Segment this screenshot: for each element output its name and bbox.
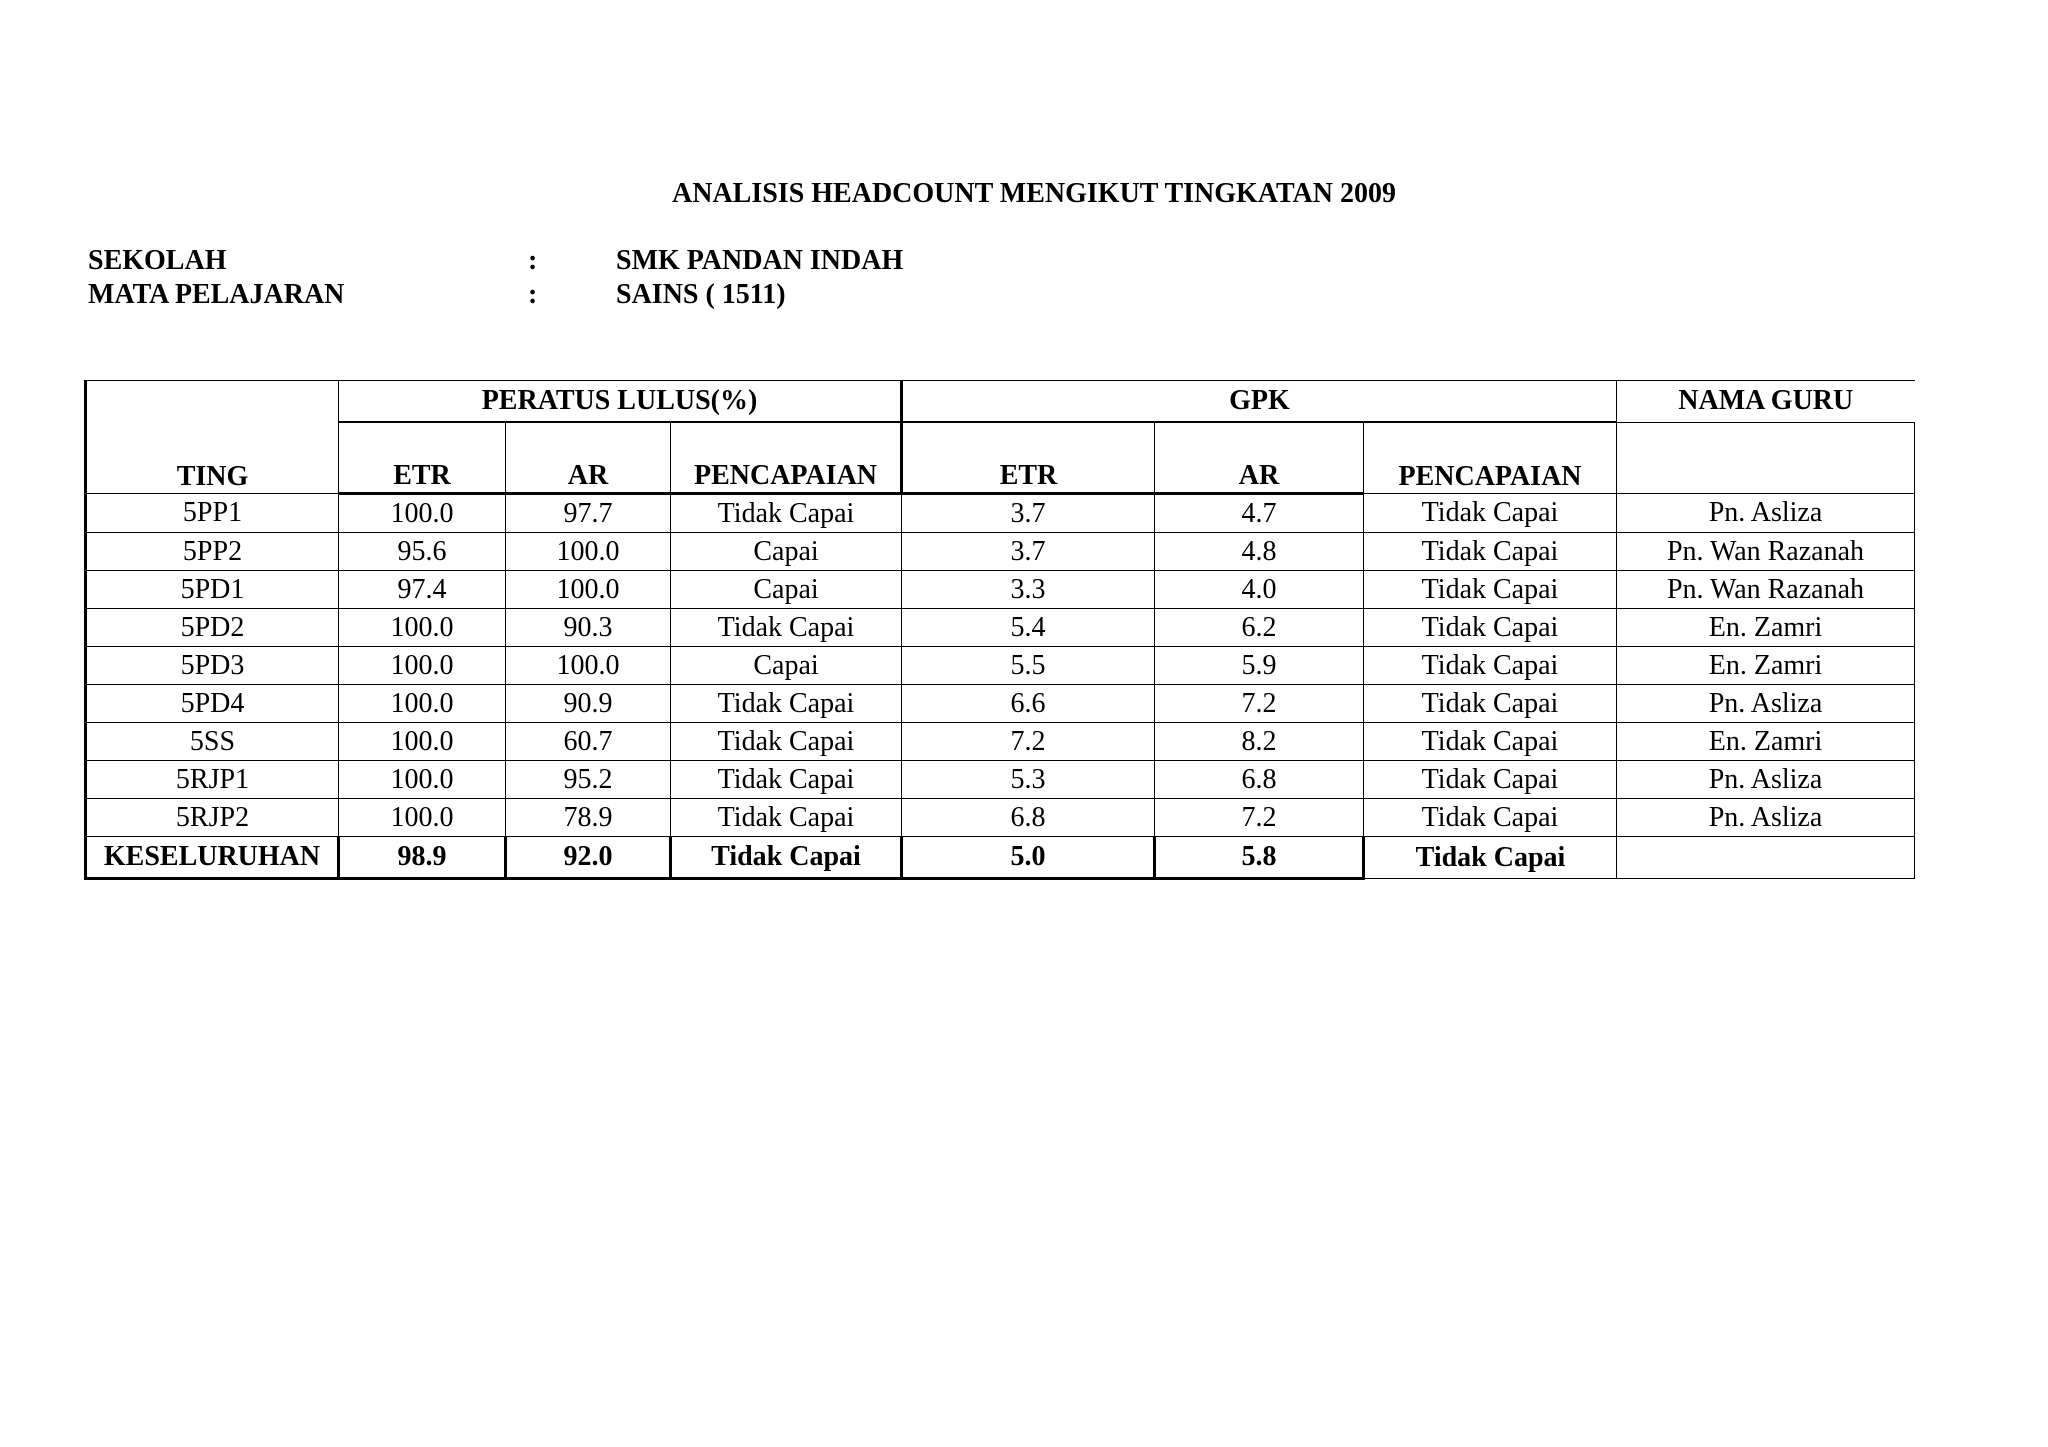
nama-guru-group-header: NAMA GURU: [1617, 381, 1915, 423]
pencapaian-gpk-cell: Tidak Capai: [1364, 723, 1617, 761]
ting-cell: 5PD1: [86, 571, 339, 609]
peratus-lulus-group-header: PERATUS LULUS(%): [339, 381, 902, 423]
total-label-cell: KESELURUHAN: [86, 837, 339, 879]
pencapaian-gpk-header: PENCAPAIAN: [1364, 422, 1617, 494]
ting-cell: 5PP2: [86, 533, 339, 571]
ar-percent-cell: 95.2: [506, 761, 671, 799]
pencapaian-percent-cell: Tidak Capai: [671, 799, 902, 837]
school-label: SEKOLAH: [88, 245, 227, 276]
pencapaian-percent-cell: Capai: [671, 533, 902, 571]
pencapaian-gpk-cell: Tidak Capai: [1364, 647, 1617, 685]
etr-percent-cell: 100.0: [339, 494, 506, 533]
table-row: [86, 799, 1915, 837]
subject-separator: :: [528, 279, 538, 310]
etr-percent-cell: 100.0: [339, 609, 506, 647]
guru-cell: Pn. Asliza: [1617, 799, 1915, 837]
pencapaian-gpk-cell: Tidak Capai: [1364, 571, 1617, 609]
ar-gpk-cell: 6.2: [1155, 609, 1364, 647]
table-row: [86, 647, 1915, 685]
etr-gpk-header: ETR: [902, 422, 1155, 494]
pencapaian-gpk-cell: Tidak Capai: [1364, 761, 1617, 799]
pencapaian-percent-cell: Capai: [671, 647, 902, 685]
ting-cell: 5PD4: [86, 685, 339, 723]
pencapaian-percent-cell: Tidak Capai: [671, 685, 902, 723]
pencapaian-percent-cell: Tidak Capai: [671, 494, 902, 533]
pencapaian-gpk-cell: Tidak Capai: [1364, 799, 1617, 837]
table-row: [86, 609, 1915, 647]
ar-percent-cell: 60.7: [506, 723, 671, 761]
ar-gpk-cell: 7.2: [1155, 685, 1364, 723]
ar-gpk-cell: 4.8: [1155, 533, 1364, 571]
school-value: SMK PANDAN INDAH: [616, 245, 904, 276]
pencapaian-percent-cell: Tidak Capai: [671, 609, 902, 647]
guru-cell: En. Zamri: [1617, 723, 1915, 761]
total-etr-percent-cell: 98.9: [339, 837, 506, 879]
etr-percent-cell: 97.4: [339, 571, 506, 609]
etr-percent-header: ETR: [339, 422, 506, 494]
etr-percent-cell: 100.0: [339, 647, 506, 685]
etr-gpk-cell: 6.6: [902, 685, 1155, 723]
ar-percent-cell: 90.9: [506, 685, 671, 723]
report-title: ANALISIS HEADCOUNT MENGIKUT TINGKATAN 2009: [672, 178, 1396, 209]
etr-gpk-cell: 7.2: [902, 723, 1155, 761]
group-header-row: [86, 381, 1915, 423]
etr-gpk-cell: 3.7: [902, 494, 1155, 533]
guru-cell: Pn. Asliza: [1617, 685, 1915, 723]
pencapaian-gpk-cell: Tidak Capai: [1364, 609, 1617, 647]
etr-gpk-cell: 3.3: [902, 571, 1155, 609]
etr-percent-cell: 100.0: [339, 761, 506, 799]
etr-gpk-cell: 5.3: [902, 761, 1155, 799]
ar-gpk-cell: 4.7: [1155, 494, 1364, 533]
ar-percent-cell: 97.7: [506, 494, 671, 533]
pencapaian-gpk-cell: Tidak Capai: [1364, 533, 1617, 571]
ar-percent-cell: 100.0: [506, 533, 671, 571]
ar-percent-cell: 78.9: [506, 799, 671, 837]
etr-percent-cell: 100.0: [339, 799, 506, 837]
ar-gpk-cell: 5.9: [1155, 647, 1364, 685]
ting-cell: 5PP1: [86, 494, 339, 533]
ting-cell: 5RJP2: [86, 799, 339, 837]
guru-cell: En. Zamri: [1617, 647, 1915, 685]
ar-percent-header: AR: [506, 422, 671, 494]
table-row: [86, 685, 1915, 723]
total-etr-gpk-cell: 5.0: [902, 837, 1155, 879]
guru-cell: Pn. Asliza: [1617, 494, 1915, 533]
column-header-row: [86, 422, 1915, 494]
ar-gpk-header: AR: [1155, 422, 1364, 494]
pencapaian-percent-cell: Tidak Capai: [671, 761, 902, 799]
ting-cell: 5SS: [86, 723, 339, 761]
etr-gpk-cell: 3.7: [902, 533, 1155, 571]
ar-percent-cell: 100.0: [506, 571, 671, 609]
subject-label: MATA PELAJARAN: [88, 279, 345, 310]
total-ar-gpk-cell: 5.8: [1155, 837, 1364, 879]
school-separator: :: [528, 245, 538, 276]
total-ar-percent-cell: 92.0: [506, 837, 671, 879]
ar-gpk-cell: 7.2: [1155, 799, 1364, 837]
etr-gpk-cell: 5.4: [902, 609, 1155, 647]
pencapaian-percent-cell: Capai: [671, 571, 902, 609]
ar-gpk-cell: 6.8: [1155, 761, 1364, 799]
nama-guru-blank-header: [1617, 422, 1915, 494]
ting-column-header: TING: [86, 381, 339, 494]
subject-value: SAINS ( 1511): [616, 279, 786, 310]
guru-cell: En. Zamri: [1617, 609, 1915, 647]
etr-percent-cell: 100.0: [339, 685, 506, 723]
guru-cell: Pn. Asliza: [1617, 761, 1915, 799]
table-row: [86, 761, 1915, 799]
ar-percent-cell: 100.0: [506, 647, 671, 685]
total-pencapaian-gpk-cell: Tidak Capai: [1364, 837, 1617, 879]
guru-cell: Pn. Wan Razanah: [1617, 533, 1915, 571]
ar-percent-cell: 90.3: [506, 609, 671, 647]
pencapaian-gpk-cell: Tidak Capai: [1364, 494, 1617, 533]
etr-percent-cell: 95.6: [339, 533, 506, 571]
etr-percent-cell: 100.0: [339, 723, 506, 761]
guru-cell: Pn. Wan Razanah: [1617, 571, 1915, 609]
etr-gpk-cell: 5.5: [902, 647, 1155, 685]
table-row: [86, 533, 1915, 571]
etr-gpk-cell: 6.8: [902, 799, 1155, 837]
ting-cell: 5PD3: [86, 647, 339, 685]
table-row: [86, 571, 1915, 609]
ting-cell: 5RJP1: [86, 761, 339, 799]
ar-gpk-cell: 4.0: [1155, 571, 1364, 609]
pencapaian-percent-cell: Tidak Capai: [671, 723, 902, 761]
total-pencapaian-percent-cell: Tidak Capai: [671, 837, 902, 879]
total-row: [86, 837, 1915, 879]
table-row: [86, 723, 1915, 761]
pencapaian-percent-header: PENCAPAIAN: [671, 422, 902, 494]
headcount-table: [84, 380, 1915, 880]
pencapaian-gpk-cell: Tidak Capai: [1364, 685, 1617, 723]
table-row: [86, 494, 1915, 533]
gpk-group-header: GPK: [902, 381, 1617, 423]
total-guru-cell: [1617, 837, 1915, 879]
ar-gpk-cell: 8.2: [1155, 723, 1364, 761]
ting-cell: 5PD2: [86, 609, 339, 647]
